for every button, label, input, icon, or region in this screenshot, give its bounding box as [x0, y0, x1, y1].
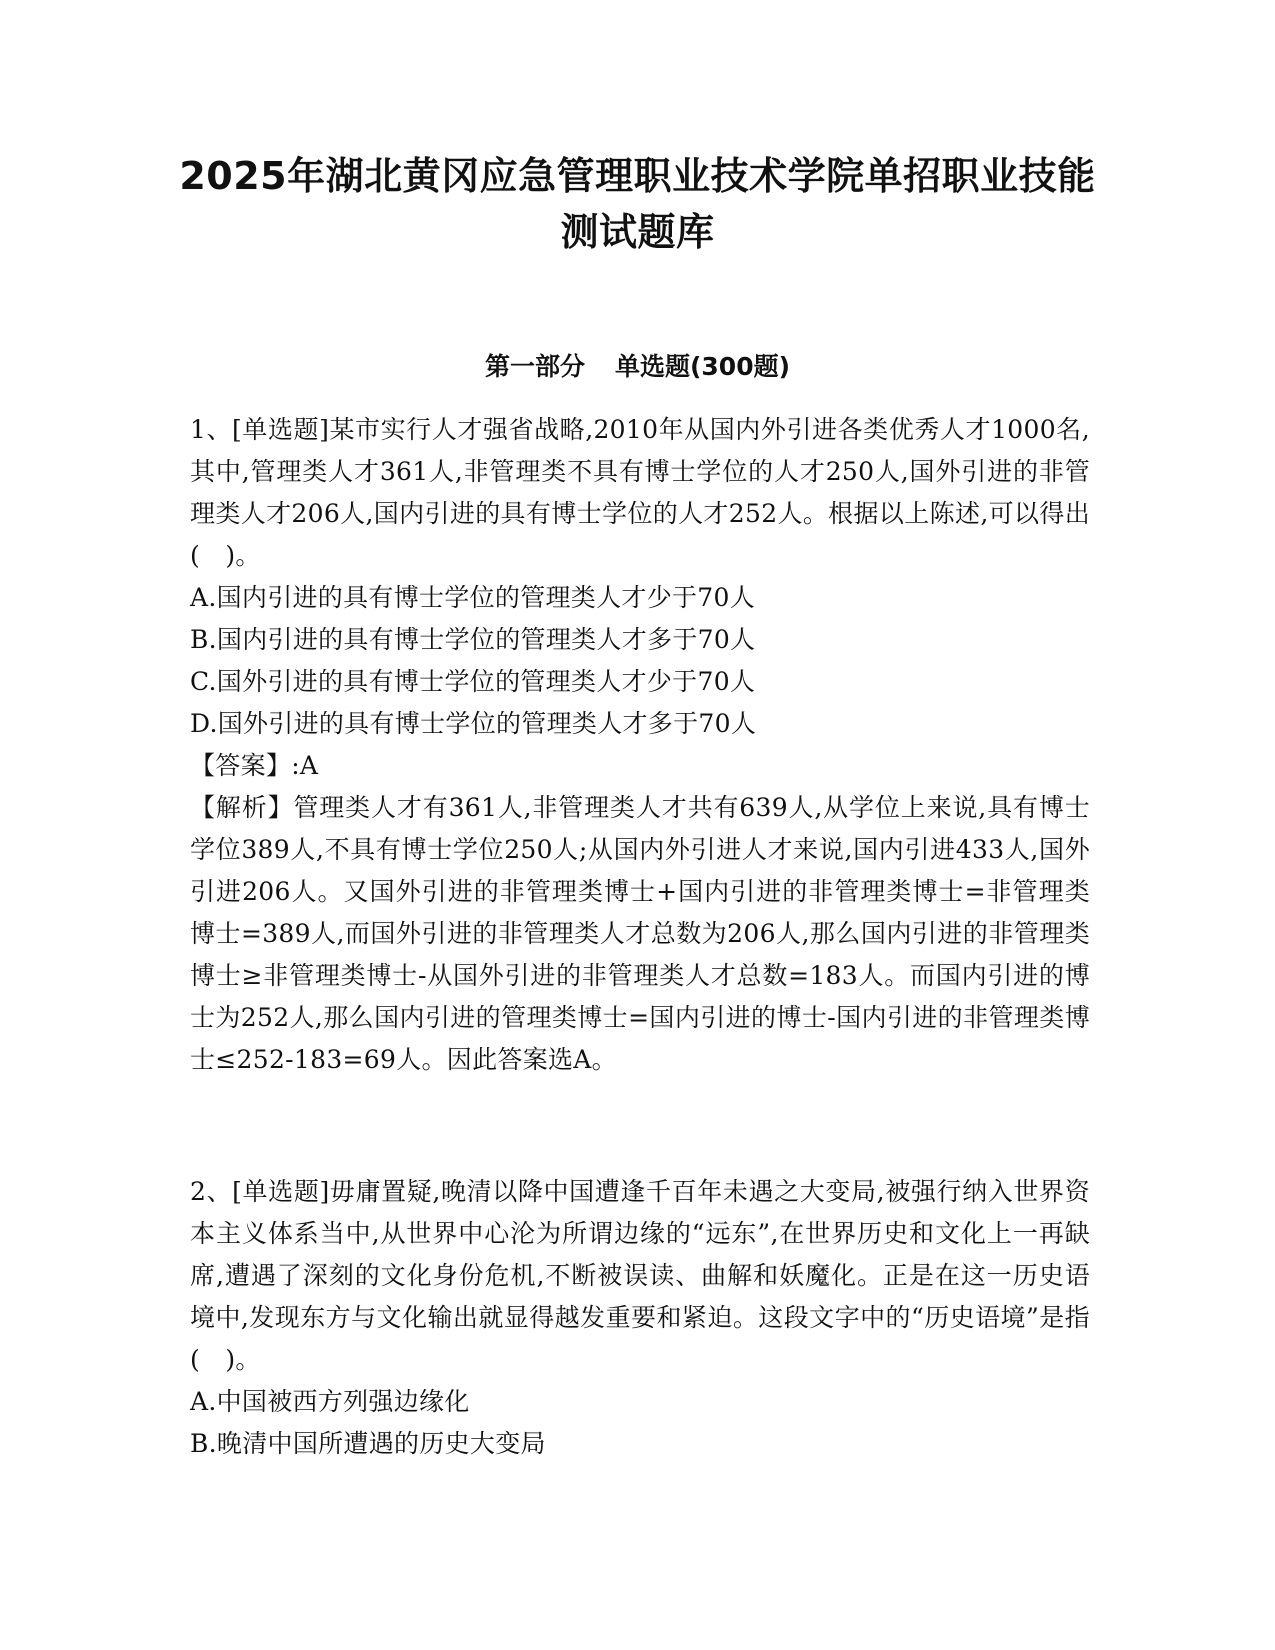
document-title-line-2: 测试题库: [560, 210, 715, 254]
question-2-option-b: B.晚清中国所遭遇的历史大变局: [190, 1429, 546, 1458]
question-1-answer: [190, 745, 1090, 787]
question-1-option-d: D.国外引进的具有博士学位的管理类人才多于70人: [190, 709, 757, 738]
answer-value: :A: [291, 751, 319, 780]
section-heading: [150, 350, 1125, 384]
question-2-option-a: A.中国被西方列强边缘化: [190, 1387, 470, 1416]
question-1-option-c: C.国外引进的具有博士学位的管理类人才少于70人: [190, 667, 756, 696]
answer-label: 【答案】: [190, 751, 292, 780]
question-1-analysis: [190, 787, 1090, 1081]
analysis-label: 【解析】: [190, 793, 294, 822]
document-title: [150, 148, 1125, 260]
analysis-text: 管理类人才有361人,非管理类人才共有639人,从学位上来说,具有博士学位389人,不具有博士学位250人;从国内外引进人才来说,国内引进433人,国外引进206人。又国外引进的非管理类博士+国内引进的非管理类博士=非管理类博士=389人,而国外引进的非管理类人才总数为206人,那么国内引进的非管理类博士≥非管理类博士-从国外引进的非管理类人才总数=183人。而国内引进的博士为252人,那么国内引进的管理类博士=国内引进的博士-国内引进的非管理类博士≤252-183=69人。因此答案选A。: [190, 793, 1090, 1074]
question-2-stem: 2、[单选题]毋庸置疑,晚清以降中国遭逢千百年未遇之大变局,被强行纳入世界资本主义体系当中,从世界中心沦为所谓边缘的“远东”,在世界历史和文化上一再缺席,遭遇了深刻的文化身份危机,不断被误读、曲解和妖魔化。正是在这一历史语境中,发现东方与文化输出就显得越发重要和紧迫。这段文字中的“历史语境”是指( )。: [190, 1177, 1090, 1374]
question-1-option-b: B.国内引进的具有博士学位的管理类人才多于70人: [190, 625, 756, 654]
question-1-stem: 1、[单选题]某市实行人才强省战略,2010年从国内外引进各类优秀人才1000名,其中,管理类人才361人,非管理类不具有博士学位的人才250人,国外引进的非管理类人才206人,国内引进的具有博士学位的人才252人。根据以上陈述,可以得出( )。: [190, 415, 1090, 570]
question-1-option-a: A.国内引进的具有博士学位的管理类人才少于70人: [190, 583, 756, 612]
question-2: [190, 1171, 1090, 1465]
document-title-line-1: 2025年湖北黄冈应急管理职业技术学院单招职业技能: [179, 154, 1096, 198]
question-1: [190, 409, 1090, 1081]
section-name: 单选题(300题): [614, 352, 791, 381]
section-part-label: 第一部分: [484, 352, 585, 381]
